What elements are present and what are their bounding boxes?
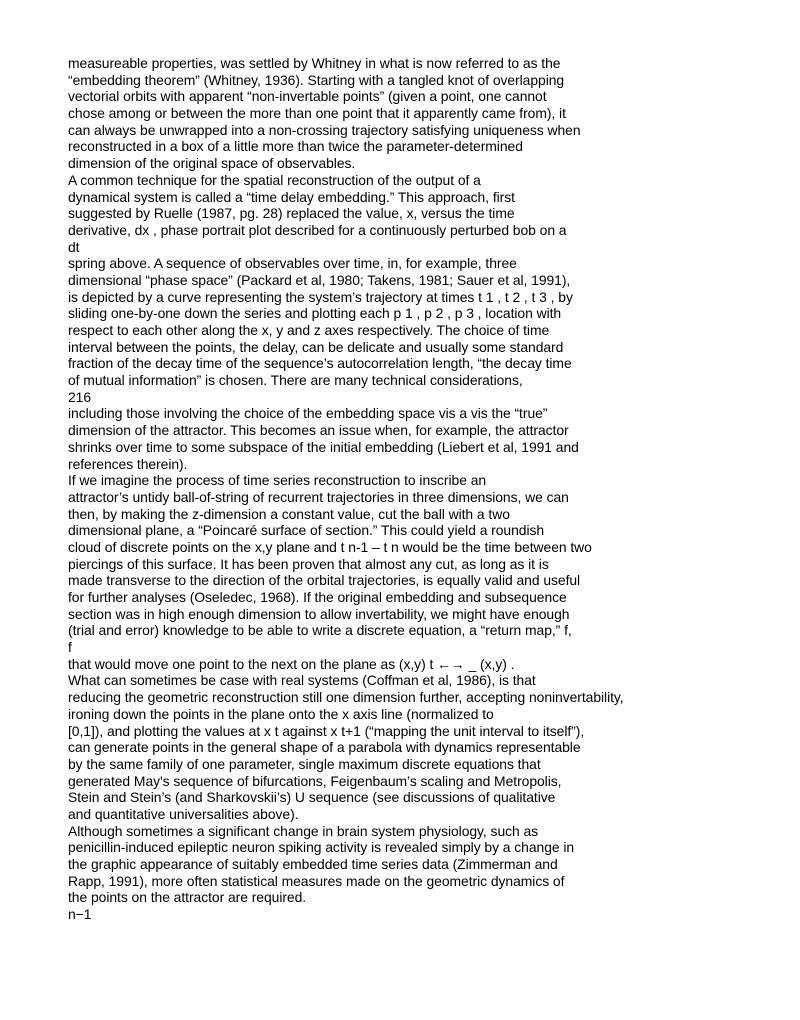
text-line: [0,1]), and plotting the values at x t against x t+1 (“mapping the unit interval to itself”), — [68, 722, 585, 739]
text-line: If we imagine the process of time series reconstruction to inscribe an — [68, 472, 487, 489]
text-line: Stein and Stein’s (and Sharkovskii’s) U sequence (see discussions of qualitative — [68, 789, 556, 806]
text-line: then, by making the z-dimension a constant value, cut the ball with a two — [68, 505, 510, 522]
text-line: reconstructed in a box of a little more than twice the parameter-determined — [68, 138, 523, 155]
text-line: measureable properties, was settled by Whitney in what is now referred to as the — [68, 55, 561, 71]
text-line: dynamical system is called a “time delay embedding.” This approach, first — [68, 188, 515, 205]
text-line: cloud of discrete points on the x,y plane and t n-1 – t n would be the time between two — [68, 538, 592, 555]
text-line: for further analyses (Oseledec, 1968). If the original embedding and subsequence — [68, 589, 567, 605]
text-line: Although sometimes a significant change in brain system physiology, such as — [68, 822, 539, 839]
text-line: that would move one point to the next on the plane as (x,y) t ←→ _ (x,y) . — [68, 655, 515, 672]
text-line: by the same family of one parameter, single maximum discrete equations that — [68, 755, 541, 772]
text-line: “embedding theorem” (Whitney, 1936). Starting with a tangled knot of overlapping — [68, 71, 565, 88]
text-line: spring above. A sequence of observables over time, in, for example, three — [68, 255, 517, 272]
text-line: chose among or between the more than one point that it apparently came from), it — [68, 105, 566, 122]
text-line: interval between the points, the delay, can be delicate and usually some standard — [68, 338, 564, 355]
text-line: is depicted by a curve representing the system’s trajectory at times t 1 , t 2 , t 3 , by — [68, 288, 573, 305]
text-line: respect to each other along the x, y and z axes respectively. The choice of time — [68, 322, 550, 338]
text-line: piercings of this surface. It has been proven that almost any cut, as long as it is — [68, 555, 549, 572]
text-line: references therein). — [68, 455, 188, 472]
text-line: can always be unwrapped into a non-crossing trajectory satisfying uniqueness when — [68, 121, 581, 138]
text-line: derivative, dx , phase portrait plot described for a continuously perturbed bob on a — [68, 221, 567, 238]
text-line: dimensional “phase space” (Packard et al, 1980; Takens, 1981; Sauer et al, 1991), — [68, 271, 571, 288]
text-line: vectorial orbits with apparent “non-invertable points” (given a point, one cannot — [68, 88, 547, 105]
text-line: the graphic appearance of suitably embedded time series data (Zimmerman and — [68, 856, 558, 872]
text-line: ironing down the points in the plane onto the x axis line (normalized to — [68, 705, 494, 722]
text-line: dimension of the attractor. This becomes an issue when, for example, the attractor — [68, 422, 569, 439]
text-line: (trial and error) knowledge to be able to write a discrete equation, a “return map,” f, — [68, 622, 572, 639]
text-line: sliding one-by-one down the series and plotting each p 1 , p 2 , p 3 , location with — [68, 305, 562, 322]
text-line: fraction of the decay time of the sequence’s autocorrelation length, “the decay time — [68, 355, 572, 372]
text-line: What can sometimes be case with real systems (Coffman et al, 1986), is that — [68, 672, 536, 689]
text-line: shrinks over time to some subspace of the initial embedding (Liebert et al, 1991 and — [68, 438, 579, 455]
text-line: suggested by Ruelle (1987, pg. 28) replaced the value, x, versus the time — [68, 205, 515, 222]
text-line: of mutual information” is chosen. There are many technical considerations, — [68, 372, 523, 389]
text-line: A common technique for the spatial reconstruction of the output of a — [68, 171, 481, 188]
text-line: made transverse to the direction of the orbital trajectories, is equally valid and useful — [68, 572, 581, 589]
text-line: can generate points in the general shape of a parabola with dynamics representable — [68, 739, 581, 756]
text-line: f — [68, 639, 72, 656]
text-line: reducing the geometric reconstruction still one dimension further, accepting noninvertability, — [68, 689, 624, 706]
text-line: including those involving the choice of the embedding space vis a vis the “true” — [68, 405, 548, 422]
text-line: attractor’s untidy ball-of-string of recurrent trajectories in three dimensions, we can — [68, 488, 569, 505]
document-page — [68, 55, 793, 923]
text-line: 216 — [68, 388, 92, 405]
text-line: section was in high enough dimension to allow invertability, we might have enough — [68, 605, 570, 622]
text-line: generated May's sequence of bifurcations, Feigenbaum’s scaling and Metropolis, — [68, 772, 562, 789]
text-line: and quantitative universalities above). — [68, 805, 299, 822]
text-line: Rapp, 1991), more often statistical measures made on the geometric dynamics of — [68, 872, 565, 889]
text-line: n−1 — [68, 906, 92, 923]
text-line: the points on the attractor are required. — [68, 889, 307, 906]
text-line: dt — [68, 238, 80, 255]
text-line: dimensional plane, a “Poincaré surface of section.” This could yield a roundish — [68, 522, 545, 539]
text-line: penicillin-induced epileptic neuron spiking activity is revealed simply by a change in — [68, 839, 575, 856]
text-line: dimension of the original space of observables. — [68, 155, 356, 172]
